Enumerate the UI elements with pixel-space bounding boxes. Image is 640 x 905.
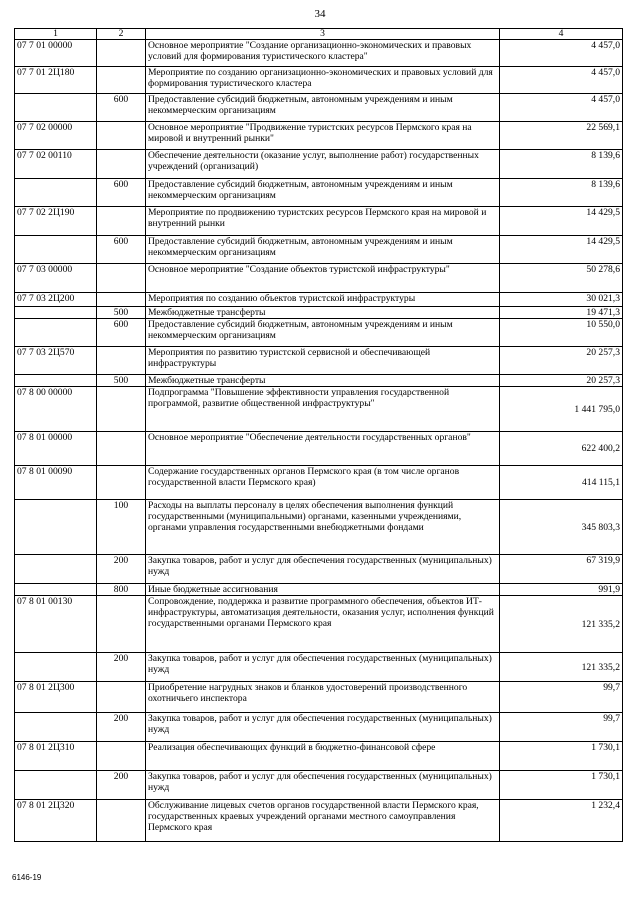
row-description: Подпрограмма "Повышение эффективности управления государственной программой, развитие общественной инфраструктуры"	[146, 387, 500, 432]
row-amount: 1 441 795,0	[500, 387, 623, 432]
row-amount: 4 457,0	[500, 67, 623, 94]
table-row	[15, 207, 623, 236]
row-amount: 121 335,2	[500, 596, 623, 653]
table-row	[15, 319, 623, 347]
row-description: Обеспечение деятельности (оказание услуг, выполнение работ) государственных учреждений (организаций)	[146, 150, 500, 179]
row-expense-type	[97, 466, 146, 500]
row-expense-type	[97, 67, 146, 94]
table-row	[15, 347, 623, 375]
row-code	[15, 319, 97, 347]
row-code	[15, 653, 97, 682]
row-expense-type: 100	[97, 500, 146, 555]
row-description: Основное мероприятие "Продвижение туристских ресурсов Пермского края на мировой и внутренний рынки"	[146, 122, 500, 150]
row-amount: 20 257,3	[500, 375, 623, 387]
page-number: 34	[314, 8, 326, 20]
table-row	[15, 307, 623, 319]
row-amount: 99,7	[500, 682, 623, 713]
row-expense-type: 600	[97, 319, 146, 347]
column-header-2: 2	[97, 29, 146, 40]
row-expense-type	[97, 264, 146, 293]
column-header-3: 3	[146, 29, 500, 40]
table-row	[15, 466, 623, 500]
row-amount: 622 400,2	[500, 432, 623, 466]
table-row	[15, 653, 623, 682]
table-row	[15, 94, 623, 122]
table-row	[15, 742, 623, 771]
column-header-1: 1	[15, 29, 97, 40]
row-amount: 8 139,6	[500, 150, 623, 179]
row-code	[15, 584, 97, 596]
row-code: 07 8 01 2Ц310	[15, 742, 97, 771]
row-expense-type	[97, 742, 146, 771]
row-code: 07 7 03 2Ц200	[15, 293, 97, 307]
row-description: Сопровождение, поддержка и развитие программного обеспечения, объектов ИТ-инфраструктуры, автоматизация деятельности, оказания услуг, исполнения функций государственными органами Пермского края	[146, 596, 500, 653]
row-description: Мероприятие по продвижению туристских ресурсов Пермского края на мировой и внутренний рынки	[146, 207, 500, 236]
row-code	[15, 375, 97, 387]
row-amount: 4 457,0	[500, 94, 623, 122]
row-description: Мероприятия по развитию туристской сервисной и обеспечивающей инфраструктуры	[146, 347, 500, 375]
table-row	[15, 264, 623, 293]
row-code: 07 7 02 00110	[15, 150, 97, 179]
row-description: Закупка товаров, работ и услуг для обеспечения государственных (муниципальных) нужд	[146, 713, 500, 742]
table-row	[15, 713, 623, 742]
budget-table	[14, 28, 623, 842]
row-expense-type	[97, 387, 146, 432]
row-expense-type: 200	[97, 653, 146, 682]
row-code	[15, 500, 97, 555]
row-code: 07 7 01 2Ц180	[15, 67, 97, 94]
row-description: Иные бюджетные ассигнования	[146, 584, 500, 596]
row-amount: 4 457,0	[500, 40, 623, 67]
table-row	[15, 375, 623, 387]
row-description: Мероприятия по созданию объектов туристской инфраструктуры	[146, 293, 500, 307]
row-description: Обслуживание лицевых счетов органов государственной власти Пермского края, государственных краевых учреждений органами местного самоуправления Пермского края	[146, 800, 500, 842]
row-code	[15, 555, 97, 584]
table-row	[15, 387, 623, 432]
row-description: Межбюджетные трансферты	[146, 375, 500, 387]
table-row	[15, 432, 623, 466]
row-amount: 8 139,6	[500, 179, 623, 207]
row-description: Межбюджетные трансферты	[146, 307, 500, 319]
row-amount: 414 115,1	[500, 466, 623, 500]
row-code: 07 8 01 2Ц300	[15, 682, 97, 713]
row-expense-type: 800	[97, 584, 146, 596]
row-amount: 14 429,5	[500, 236, 623, 264]
row-code	[15, 713, 97, 742]
row-amount: 67 319,9	[500, 555, 623, 584]
row-amount: 345 803,3	[500, 500, 623, 555]
row-amount: 991,9	[500, 584, 623, 596]
row-description: Закупка товаров, работ и услуг для обеспечения государственных (муниципальных) нужд	[146, 771, 500, 800]
table-row	[15, 682, 623, 713]
document-code: 6146-19	[12, 873, 42, 882]
row-description: Содержание государственных органов Пермского края (в том числе органов государственной власти Пермского края)	[146, 466, 500, 500]
row-expense-type	[97, 207, 146, 236]
row-amount: 1 730,1	[500, 771, 623, 800]
row-description: Предоставление субсидий бюджетным, автономным учреждениям и иным некоммерческим организациям	[146, 236, 500, 264]
row-expense-type: 600	[97, 179, 146, 207]
row-description: Основное мероприятие "Создание объектов туристской инфраструктуры"	[146, 264, 500, 293]
row-code	[15, 179, 97, 207]
row-expense-type: 200	[97, 555, 146, 584]
row-description: Мероприятие по созданию организационно-экономических и правовых условий для формирования туристического кластера	[146, 67, 500, 94]
row-expense-type: 500	[97, 375, 146, 387]
row-expense-type	[97, 40, 146, 67]
row-description: Закупка товаров, работ и услуг для обеспечения государственных (муниципальных) нужд	[146, 653, 500, 682]
row-expense-type: 600	[97, 94, 146, 122]
table-row	[15, 150, 623, 179]
row-code: 07 8 00 00000	[15, 387, 97, 432]
row-expense-type	[97, 347, 146, 375]
table-row	[15, 67, 623, 94]
table-row	[15, 584, 623, 596]
table-row	[15, 293, 623, 307]
header-row	[15, 29, 623, 40]
column-header-4: 4	[500, 29, 623, 40]
table-row	[15, 236, 623, 264]
row-description: Предоставление субсидий бюджетным, автономным учреждениям и иным некоммерческим организациям	[146, 179, 500, 207]
row-amount: 30 021,3	[500, 293, 623, 307]
row-expense-type	[97, 432, 146, 466]
table-row	[15, 179, 623, 207]
row-expense-type: 500	[97, 307, 146, 319]
table-row	[15, 771, 623, 800]
row-amount: 20 257,3	[500, 347, 623, 375]
row-description: Приобретение нагрудных знаков и бланков удостоверений производственного охотничьего инспектора	[146, 682, 500, 713]
row-description: Предоставление субсидий бюджетным, автономным учреждениям и иным некоммерческим организациям	[146, 319, 500, 347]
row-code: 07 7 02 00000	[15, 122, 97, 150]
row-code: 07 8 01 00090	[15, 466, 97, 500]
table-row	[15, 800, 623, 842]
row-amount: 14 429,5	[500, 207, 623, 236]
row-description: Реализация обеспечивающих функций в бюджетно-финансовой сфере	[146, 742, 500, 771]
row-expense-type: 200	[97, 771, 146, 800]
row-code: 07 8 01 00000	[15, 432, 97, 466]
row-expense-type	[97, 293, 146, 307]
row-code: 07 7 03 2Ц570	[15, 347, 97, 375]
row-description: Предоставление субсидий бюджетным, автономным учреждениям и иным некоммерческим организациям	[146, 94, 500, 122]
row-expense-type	[97, 596, 146, 653]
row-description: Расходы на выплаты персоналу в целях обеспечения выполнения функций государственными (муниципальными) органами, казенными учреждениями, органами управления государственными внебюджетными фондами	[146, 500, 500, 555]
row-expense-type: 600	[97, 236, 146, 264]
row-amount: 10 550,0	[500, 319, 623, 347]
row-amount: 1 730,1	[500, 742, 623, 771]
row-expense-type	[97, 150, 146, 179]
row-code: 07 8 01 2Ц320	[15, 800, 97, 842]
table-row	[15, 40, 623, 67]
row-code: 07 7 03 00000	[15, 264, 97, 293]
row-code	[15, 236, 97, 264]
row-amount: 121 335,2	[500, 653, 623, 682]
row-amount: 19 471,3	[500, 307, 623, 319]
table-row	[15, 555, 623, 584]
table-row	[15, 596, 623, 653]
row-description: Закупка товаров, работ и услуг для обеспечения государственных (муниципальных) нужд	[146, 555, 500, 584]
table-row	[15, 122, 623, 150]
row-description: Основное мероприятие "Обеспечение деятельности государственных органов"	[146, 432, 500, 466]
row-expense-type: 200	[97, 713, 146, 742]
table-row	[15, 500, 623, 555]
row-amount: 50 278,6	[500, 264, 623, 293]
row-amount: 99,7	[500, 713, 623, 742]
row-expense-type	[97, 122, 146, 150]
row-code: 07 7 02 2Ц190	[15, 207, 97, 236]
row-code	[15, 307, 97, 319]
row-code	[15, 771, 97, 800]
row-expense-type	[97, 800, 146, 842]
row-code	[15, 94, 97, 122]
row-code: 07 8 01 00130	[15, 596, 97, 653]
row-amount: 22 569,1	[500, 122, 623, 150]
row-amount: 1 232,4	[500, 800, 623, 842]
table-body	[15, 40, 623, 842]
row-expense-type	[97, 682, 146, 713]
row-code: 07 7 01 00000	[15, 40, 97, 67]
row-description: Основное мероприятие "Создание организационно-экономических и правовых условий для формирования туристического кластера"	[146, 40, 500, 67]
